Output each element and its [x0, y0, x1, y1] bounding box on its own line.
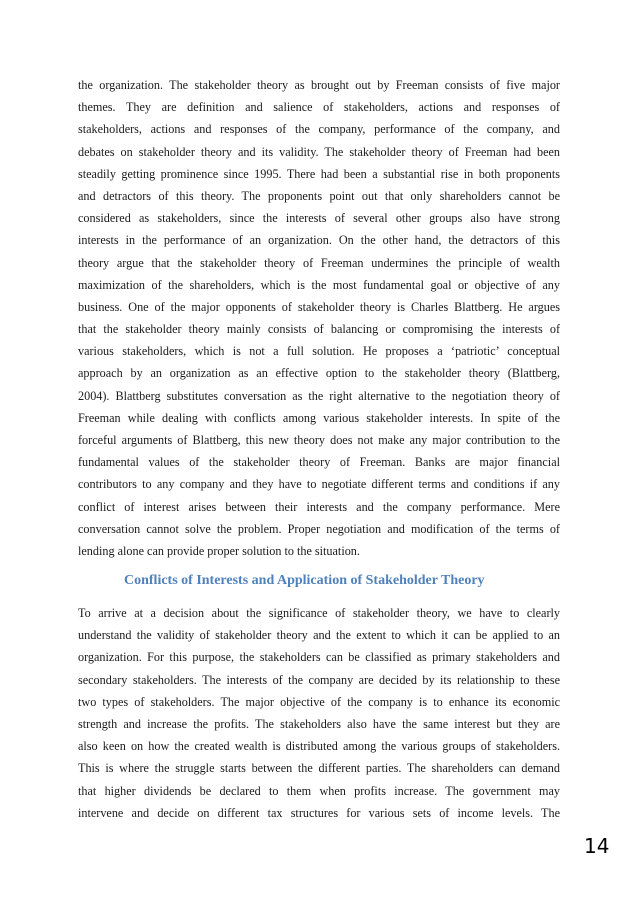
text-line: also keen on how the created wealth is distributed among the various groups of stakeholders. — [78, 739, 560, 754]
text-line: To arrive at a decision about the significance of stakeholder theory, we have to clearly — [78, 606, 560, 620]
text-line: that higher dividends be declared to them when profits increase. The government may — [78, 783, 560, 798]
text-line: fundamental values of the stakeholder theory of Freeman. Banks are major financial — [78, 455, 560, 470]
text-line: intervene and decide on different tax structures for various sets of income levels. The — [78, 805, 560, 820]
text-line: organization. For this purpose, the stakeholders can be classified as primary stakeholders and — [78, 650, 560, 665]
page-number: 14 — [584, 834, 610, 858]
text-line: lending alone can provide proper solution to the situation. — [78, 543, 360, 558]
section-heading: Conflicts of Interests and Application of Stakeholder Theory — [124, 573, 485, 588]
text-line: maximization of the shareholders, which is the most fundamental goal or objective of any — [78, 277, 560, 292]
text-line: steadily getting prominence since 1995. There had been a substantial rise in both proponents — [78, 166, 560, 181]
text-line: contributors to any company and they have to negotiate different terms and conditions if any — [78, 477, 560, 492]
text-line: understand the validity of stakeholder theory and the extent to which it can be applied to an — [78, 628, 560, 643]
text-line: This is where the struggle starts between the different parties. The shareholders can demand — [78, 761, 560, 776]
text-line: strength and increase the profits. The stakeholders also have the same interest but they are — [78, 716, 560, 731]
text-line: two types of stakeholders. The major objective of the company is to enhance its economic — [78, 694, 560, 709]
text-line: that the stakeholder theory mainly consists of balancing or compromising the interests of — [78, 322, 560, 337]
text-line: debates on stakeholder theory and its validity. The stakeholder theory of Freeman had been — [78, 144, 560, 159]
text-line: 2004). Blattberg substitutes conversation as the right alternative to the negotiation theory of — [78, 388, 560, 403]
text-line: themes. They are definition and salience of stakeholders, actions and responses of — [78, 100, 560, 115]
text-line: secondary stakeholders. The interests of the company are decided by its relationship to these — [78, 672, 560, 687]
text-line: theory argue that the stakeholder theory of Freeman undermines the principle of wealth — [78, 255, 560, 270]
body-paragraph-2 — [78, 602, 560, 824]
text-line: conflict of interest arises between their interests and the company performance. Mere — [78, 499, 560, 514]
text-line: various stakeholders, which is not a full solution. He proposes a ‘patriotic’ conceptual — [78, 344, 560, 359]
text-line: the organization. The stakeholder theory as brought out by Freeman consists of five major — [78, 78, 560, 92]
text-line: interests in the performance of an organization. On the other hand, the detractors of this — [78, 233, 560, 248]
text-line: stakeholders, actions and responses of the company, performance of the company, and — [78, 122, 560, 137]
text-line: and detractors of this theory. The proponents point out that only shareholders cannot be — [78, 188, 560, 203]
text-line: conversation cannot solve the problem. Proper negotiation and modification of the terms of — [78, 521, 560, 536]
body-paragraph-1 — [78, 74, 560, 562]
text-line: business. One of the major opponents of stakeholder theory is Charles Blattberg. He argues — [78, 299, 560, 314]
text-line: Freeman while dealing with conflicts among various stakeholder interests. In spite of the — [78, 410, 560, 425]
text-line: forceful arguments of Blattberg, this new theory does not make any major contribution to the — [78, 433, 560, 447]
text-line: approach by an organization as an effective option to the stakeholder theory (Blattberg, — [78, 366, 560, 381]
text-line: considered as stakeholders, since the interests of several other groups also have strong — [78, 211, 560, 226]
